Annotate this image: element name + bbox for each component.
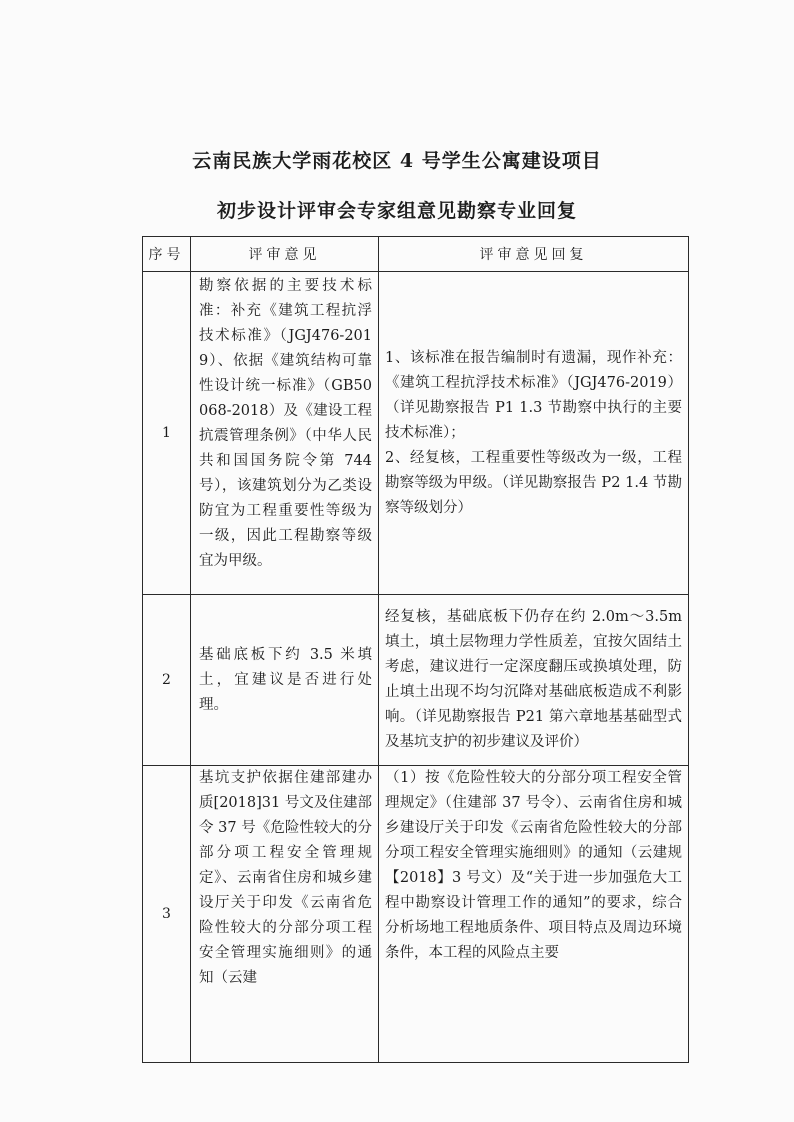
row-reply: 经复核，基础底板下仍存在约 2.0m～3.5m 填土，填土层物理力学性质差，宜按欠固结土考虑，建议进行一定深度翻压或换填处理，防止填土出现不均匀沉降对基础底板造成不利影响。（详见勘察报告 P21 第六章地基基础型式及基坑支护的初步建议及评价） bbox=[385, 609, 687, 750]
row-reply: （1）按《危险性较大的分部分项工程安全管理规定》（住建部 37 号令）、云南省住房和城乡建设厅关于印发《云南省危险性较大的分部分项工程安全管理实施细则》的通知（云建规【2018】3 号文）及“关于进一步加强危大工程中勘察设计管理工作的通知”的要求，综合分析场地工程地质条件、项目特点及周边环境条件，本工程的风险点主要 bbox=[385, 770, 682, 961]
row-comment-cell bbox=[191, 272, 379, 595]
table-row bbox=[143, 272, 689, 595]
header-comment: 评审意见 bbox=[191, 237, 379, 272]
title-line-1: 云南民族大学雨花校区 4 号学生公寓建设项目 bbox=[192, 150, 602, 172]
row-comment-cell bbox=[191, 595, 379, 766]
header-reply: 评审意见回复 bbox=[379, 237, 689, 272]
row-comment-cell bbox=[191, 766, 379, 1063]
row-comment: 基础底板下约 3.5 米填土，宜建议是否进行处理。 bbox=[199, 646, 372, 713]
title-line-2: 初步设计评审会专家组意见勘察专业回复 bbox=[216, 200, 577, 222]
row-seq: 2 bbox=[143, 595, 191, 766]
row-comment: 勘察依据的主要技术标准：补充《建筑工程抗浮技术标准》（JGJ476-2019）、依据《建筑结构可靠性设计统一标准》（GB50068-2018）及《建设工程抗震管理条例》（中华人民共和国国务院令第 744 号），该建筑划分为乙类设防宜为工程重要性等级为一级，因此工程勘察等级宜为甲级。 bbox=[199, 278, 377, 569]
header-seq: 序号 bbox=[143, 237, 191, 272]
table-row bbox=[143, 766, 689, 1063]
row-reply-cell bbox=[379, 595, 689, 766]
table-header-row bbox=[143, 237, 689, 272]
row-seq: 3 bbox=[143, 766, 191, 1063]
row-reply-cell bbox=[379, 766, 689, 1063]
row-reply-cell bbox=[379, 272, 689, 595]
row-comment: 基坑支护依据住建部建办质[2018]31 号文及住建部令 37 号《危险性较大的分部分项工程安全管理规定》、云南省住房和城乡建设厅关于印发《云南省危险性较大的分部分项工程安全管理实施细则》的通知（云建 bbox=[199, 770, 372, 986]
table-row bbox=[143, 595, 689, 766]
review-table bbox=[142, 236, 689, 1063]
row-reply: 1、该标准在报告编制时有遗漏，现作补充：《建筑工程抗浮技术标准》（JGJ476-2019）（详见勘察报告 P1 1.3 节勘察中执行的主要技术标准）； 2、经复核，工程重要性等级改为一级，工程勘察等级为甲级。（详见勘察报告 P2 1.4 节勘察等级划分） bbox=[385, 349, 682, 516]
row-seq: 1 bbox=[143, 272, 191, 595]
